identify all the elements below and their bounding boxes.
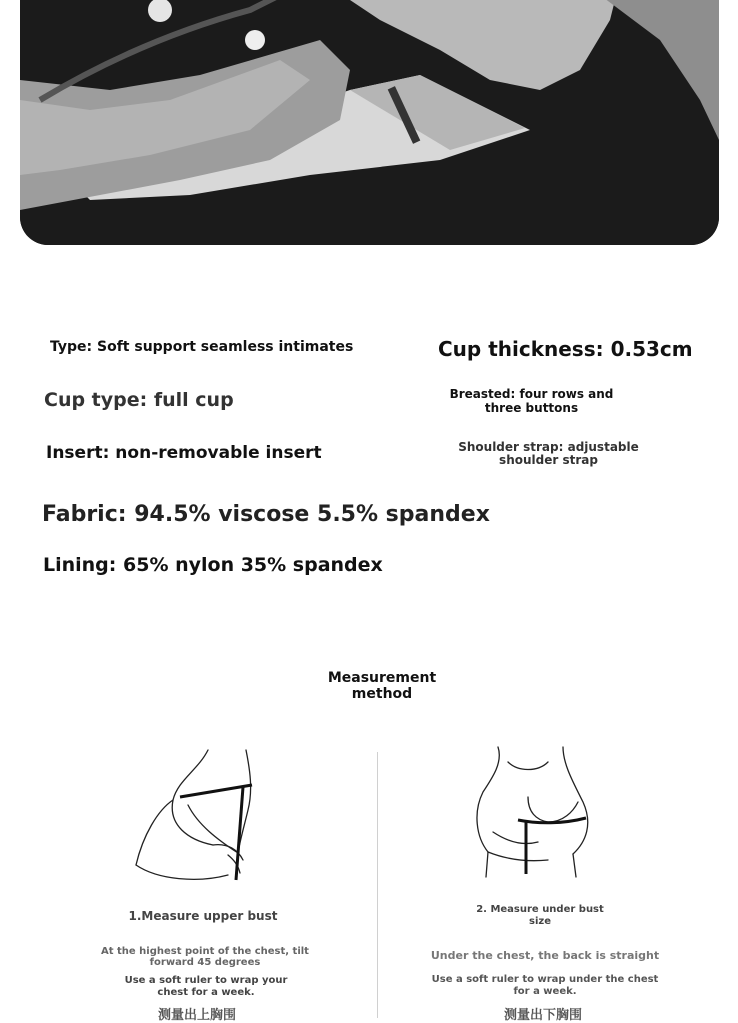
spec-insert: Insert: non-removable insert [46, 443, 322, 463]
upper-bust-figure [128, 745, 268, 885]
upper-bust-instruction-1: At the highest point of the chest, tilt forward 45 degrees [101, 946, 309, 968]
under-bust-figure [468, 742, 598, 882]
upper-bust-title: 1.Measure upper bust [128, 909, 278, 923]
product-photo [20, 0, 719, 245]
spec-cup-type: Cup type: full cup [44, 389, 234, 411]
product-photo-illustration [20, 0, 719, 245]
under-bust-title: 2. Measure under bust size [476, 904, 604, 927]
spec-breasted: Breasted: four rows and three buttons [449, 387, 614, 415]
measurement-title: Measurement method [327, 670, 437, 702]
column-divider [377, 752, 378, 1018]
spec-cup-thickness: Cup thickness: 0.53cm [438, 337, 693, 361]
upper-bust-instruction-2: Use a soft ruler to wrap your chest for a week. [124, 975, 288, 998]
under-bust-chinese-caption: 测量出下胸围 [503, 1008, 582, 1023]
spec-shoulder-strap: Shoulder strap: adjustable shoulder strap [458, 440, 639, 467]
under-bust-instruction-1: Under the chest, the back is straight [430, 949, 660, 962]
upper-bust-chinese-caption: 测量出上胸围 [157, 1008, 236, 1023]
under-bust-instruction-2: Use a soft ruler to wrap under the chest for a week. [431, 974, 659, 997]
spec-fabric: Fabric: 94.5% viscose 5.5% spandex [42, 502, 490, 527]
spec-type: Type: Soft support seamless intimates [50, 339, 354, 355]
spec-lining: Lining: 65% nylon 35% spandex [43, 554, 383, 576]
